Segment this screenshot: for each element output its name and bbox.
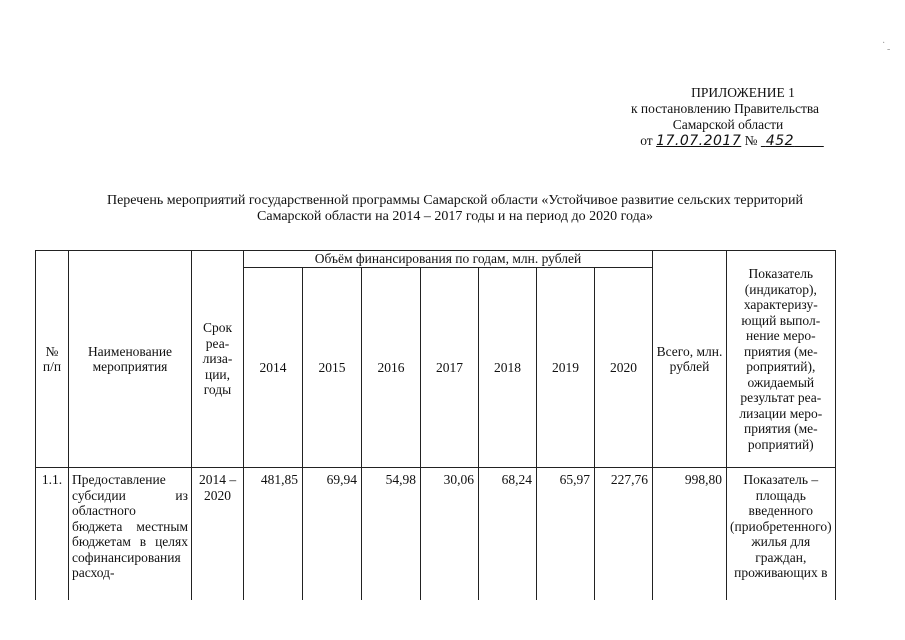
col-header-indicator: Показатель (индикатор), характеризу-ющий выпол-нение меро-приятия (ме-роприятий), ожидаемый результат реа-лизации меро-приятия (ме-роприятий) [727, 251, 836, 468]
col-header-period: Срок реа-лиза-ции, годы [192, 251, 244, 468]
col-header-name: Наименование мероприятия [69, 251, 192, 468]
handwritten-number: 452 [765, 133, 795, 149]
col-header-number: № п/п [36, 251, 69, 468]
document-title-line-2: Самарской области на 2014 – 2017 годы и на период до 2020 года» [257, 209, 653, 224]
appendix-header [560, 85, 890, 149]
col-header-year-2014: 2014 [244, 268, 303, 468]
row-number: 1.1. [36, 468, 69, 601]
appendix-title: ПРИЛОЖЕНИЕ 1 [691, 85, 795, 100]
document-title-line-1: Перечень мероприятий государственной программы Самарской области «Устойчивое развитие сельских территорий [106, 193, 804, 208]
table-row [36, 468, 836, 601]
appendix-date-line [560, 133, 890, 149]
col-header-total: Всего, млн. рублей [653, 251, 727, 468]
number-prefix: № [744, 133, 758, 148]
col-header-year-2018: 2018 [479, 268, 537, 468]
col-header-year-2020: 2020 [595, 268, 653, 468]
handwritten-date: 17.07.2017 [656, 133, 742, 149]
col-header-year-2019: 2019 [537, 268, 595, 468]
row-value-2020: 227,76 [595, 468, 653, 601]
col-header-year-2016: 2016 [362, 268, 421, 468]
row-value-2019: 65,97 [537, 468, 595, 601]
table-header-row-1 [36, 251, 836, 268]
row-value-2018: 68,24 [479, 468, 537, 601]
col-header-year-2017: 2017 [421, 268, 479, 468]
row-period: 2014 – 2020 [192, 468, 244, 601]
date-prefix: от [640, 133, 653, 148]
row-value-2014: 481,85 [244, 468, 303, 601]
scan-speck: · [882, 38, 886, 49]
row-value-2015: 69,94 [303, 468, 362, 601]
row-value-2017: 30,06 [421, 468, 479, 601]
scan-speck: - [887, 44, 891, 55]
document-title [40, 193, 870, 225]
measures-table [35, 250, 836, 600]
row-value-2016: 54,98 [362, 468, 421, 601]
row-name: Предоставление субсидии из областного бюджета местным бюджетам в целях софинансирования расход- [69, 468, 192, 601]
col-header-financing-group: Объём финансирования по годам, млн. рублей [244, 251, 653, 268]
appendix-region-line: Самарской области [672, 117, 784, 132]
appendix-decree-line: к постановлению Правительства [630, 101, 820, 116]
row-total: 998,80 [653, 468, 727, 601]
col-header-year-2015: 2015 [303, 268, 362, 468]
row-indicator: Показатель – площадь введенного (приобретенного) жилья для граждан, проживающих в [727, 468, 836, 601]
